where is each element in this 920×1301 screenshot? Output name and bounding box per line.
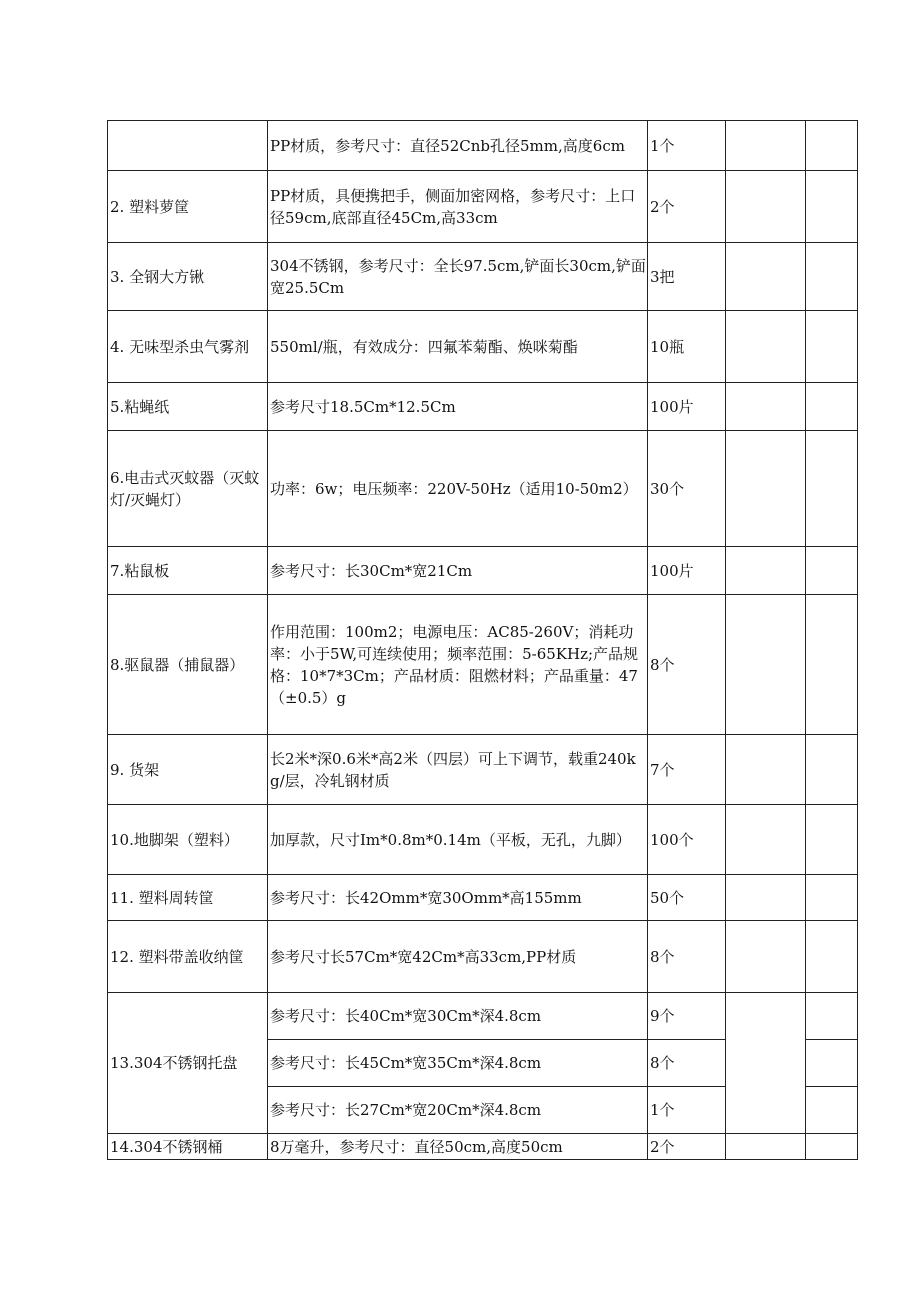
item-name-cell bbox=[108, 121, 268, 171]
item-qty-cell: 3把 bbox=[648, 243, 726, 311]
item-spec-cell: 作用范围：100m2；电源电压：AC85-260V；消耗功率：小于5W,可连续使用；频率范围：5-65KHz;产品规格：10*7*3Cm；产品材质：阻燃材料；产品重量：47（±0.5）g bbox=[268, 595, 648, 735]
item-spec-cell: PP材质，具便携把手，侧面加密网格，参考尺寸：上口径59cm,底部直径45Cm,高33cm bbox=[268, 171, 648, 243]
empty-cell bbox=[726, 121, 806, 171]
empty-cell bbox=[806, 875, 858, 921]
empty-cell bbox=[806, 547, 858, 595]
item-qty-cell: 2个 bbox=[648, 1134, 726, 1160]
item-qty-cell: 8个 bbox=[648, 595, 726, 735]
empty-cell bbox=[806, 1134, 858, 1160]
empty-cell bbox=[726, 595, 806, 735]
empty-cell bbox=[806, 171, 858, 243]
item-name-cell: 4. 无味型杀虫气雾剂 bbox=[108, 311, 268, 383]
item-spec-cell: 参考尺寸：长42Omm*宽30Omm*高155mm bbox=[268, 875, 648, 921]
item-qty-cell: 7个 bbox=[648, 735, 726, 805]
empty-cell bbox=[726, 875, 806, 921]
item-name-cell: 6.电击式灭蚊器（灭蚊灯/灭蝇灯） bbox=[108, 431, 268, 547]
item-name-cell: 13.304不锈钢托盘 bbox=[108, 993, 268, 1134]
empty-cell bbox=[806, 805, 858, 875]
table-row bbox=[108, 383, 858, 431]
empty-cell bbox=[726, 171, 806, 243]
empty-cell bbox=[806, 1040, 858, 1087]
item-spec-cell: 参考尺寸：长30Cm*宽21Cm bbox=[268, 547, 648, 595]
item-spec-cell: 参考尺寸：长45Cm*宽35Cm*深4.8cm bbox=[268, 1040, 648, 1087]
item-qty-cell: 100片 bbox=[648, 547, 726, 595]
item-qty-cell: 50个 bbox=[648, 875, 726, 921]
item-spec-cell: 参考尺寸：长27Cm*宽20Cm*深4.8cm bbox=[268, 1087, 648, 1134]
empty-cell bbox=[806, 121, 858, 171]
table-row bbox=[108, 735, 858, 805]
item-name-cell: 9. 货架 bbox=[108, 735, 268, 805]
table-row bbox=[108, 171, 858, 243]
item-qty-cell: 2个 bbox=[648, 171, 726, 243]
table-row bbox=[108, 431, 858, 547]
table-row bbox=[108, 595, 858, 735]
table-row bbox=[108, 311, 858, 383]
item-name-cell: 11. 塑料周转筐 bbox=[108, 875, 268, 921]
item-name-cell: 14.304不锈钢桶 bbox=[108, 1134, 268, 1160]
empty-cell bbox=[806, 1087, 858, 1134]
item-spec-cell: 550ml∕瓶，有效成分：四氟苯菊酯、焕咪菊酯 bbox=[268, 311, 648, 383]
item-spec-cell: 304不锈钢，参考尺寸：全长97.5cm,铲面长30cm,铲面宽25.5Cm bbox=[268, 243, 648, 311]
empty-cell bbox=[726, 243, 806, 311]
empty-cell bbox=[806, 431, 858, 547]
item-name-cell: 3. 全钢大方锹 bbox=[108, 243, 268, 311]
item-spec-cell: 参考尺寸18.5Cm*12.5Cm bbox=[268, 383, 648, 431]
item-spec-cell: 8万毫升，参考尺寸：直径50cm,高度50cm bbox=[268, 1134, 648, 1160]
table-row bbox=[108, 921, 858, 993]
item-qty-cell: 100个 bbox=[648, 805, 726, 875]
empty-cell bbox=[806, 311, 858, 383]
item-qty-cell: 9个 bbox=[648, 993, 726, 1040]
empty-cell bbox=[806, 921, 858, 993]
table-row bbox=[108, 547, 858, 595]
item-qty-cell: 8个 bbox=[648, 921, 726, 993]
empty-cell bbox=[806, 595, 858, 735]
empty-cell bbox=[726, 311, 806, 383]
empty-cell bbox=[726, 735, 806, 805]
table-row bbox=[108, 875, 858, 921]
empty-cell bbox=[726, 1134, 806, 1160]
empty-cell bbox=[726, 993, 806, 1134]
item-qty-cell: 30个 bbox=[648, 431, 726, 547]
item-qty-cell: 100片 bbox=[648, 383, 726, 431]
item-name-cell: 5.粘蝇纸 bbox=[108, 383, 268, 431]
procurement-table bbox=[107, 120, 858, 1160]
table-row bbox=[108, 121, 858, 171]
item-name-cell: 2. 塑料萝筐 bbox=[108, 171, 268, 243]
table-row bbox=[108, 243, 858, 311]
empty-cell bbox=[806, 243, 858, 311]
item-name-cell: 8.驱鼠器（捕鼠器） bbox=[108, 595, 268, 735]
item-spec-cell: 功率：6w；电压频率：220V-50Hz（适用10-50m2） bbox=[268, 431, 648, 547]
item-qty-cell: 1个 bbox=[648, 121, 726, 171]
table-row bbox=[108, 993, 858, 1040]
item-spec-cell: 参考尺寸长57Cm*宽42Cm*高33cm,PP材质 bbox=[268, 921, 648, 993]
item-spec-cell: 加厚款，尺寸Im*0.8m*0.14m（平板，无孔，九脚） bbox=[268, 805, 648, 875]
empty-cell bbox=[806, 993, 858, 1040]
item-qty-cell: 1个 bbox=[648, 1087, 726, 1134]
empty-cell bbox=[726, 383, 806, 431]
item-name-cell: 12. 塑料带盖收纳筐 bbox=[108, 921, 268, 993]
item-spec-cell: 参考尺寸：长40Cm*宽30Cm*深4.8cm bbox=[268, 993, 648, 1040]
empty-cell bbox=[806, 735, 858, 805]
empty-cell bbox=[726, 547, 806, 595]
item-name-cell: 10.地脚架（塑料） bbox=[108, 805, 268, 875]
item-spec-cell: 长2米*深0.6米*高2米（四层）可上下调节，载重240kg/层，冷轧钢材质 bbox=[268, 735, 648, 805]
empty-cell bbox=[726, 431, 806, 547]
item-spec-cell: PP材质，参考尺寸：直径52Cnb孔径5mm,高度6cm bbox=[268, 121, 648, 171]
table-row bbox=[108, 805, 858, 875]
empty-cell bbox=[726, 921, 806, 993]
item-qty-cell: 8个 bbox=[648, 1040, 726, 1087]
item-name-cell: 7.粘鼠板 bbox=[108, 547, 268, 595]
table-row bbox=[108, 1134, 858, 1160]
empty-cell bbox=[806, 383, 858, 431]
item-qty-cell: 10瓶 bbox=[648, 311, 726, 383]
empty-cell bbox=[726, 805, 806, 875]
